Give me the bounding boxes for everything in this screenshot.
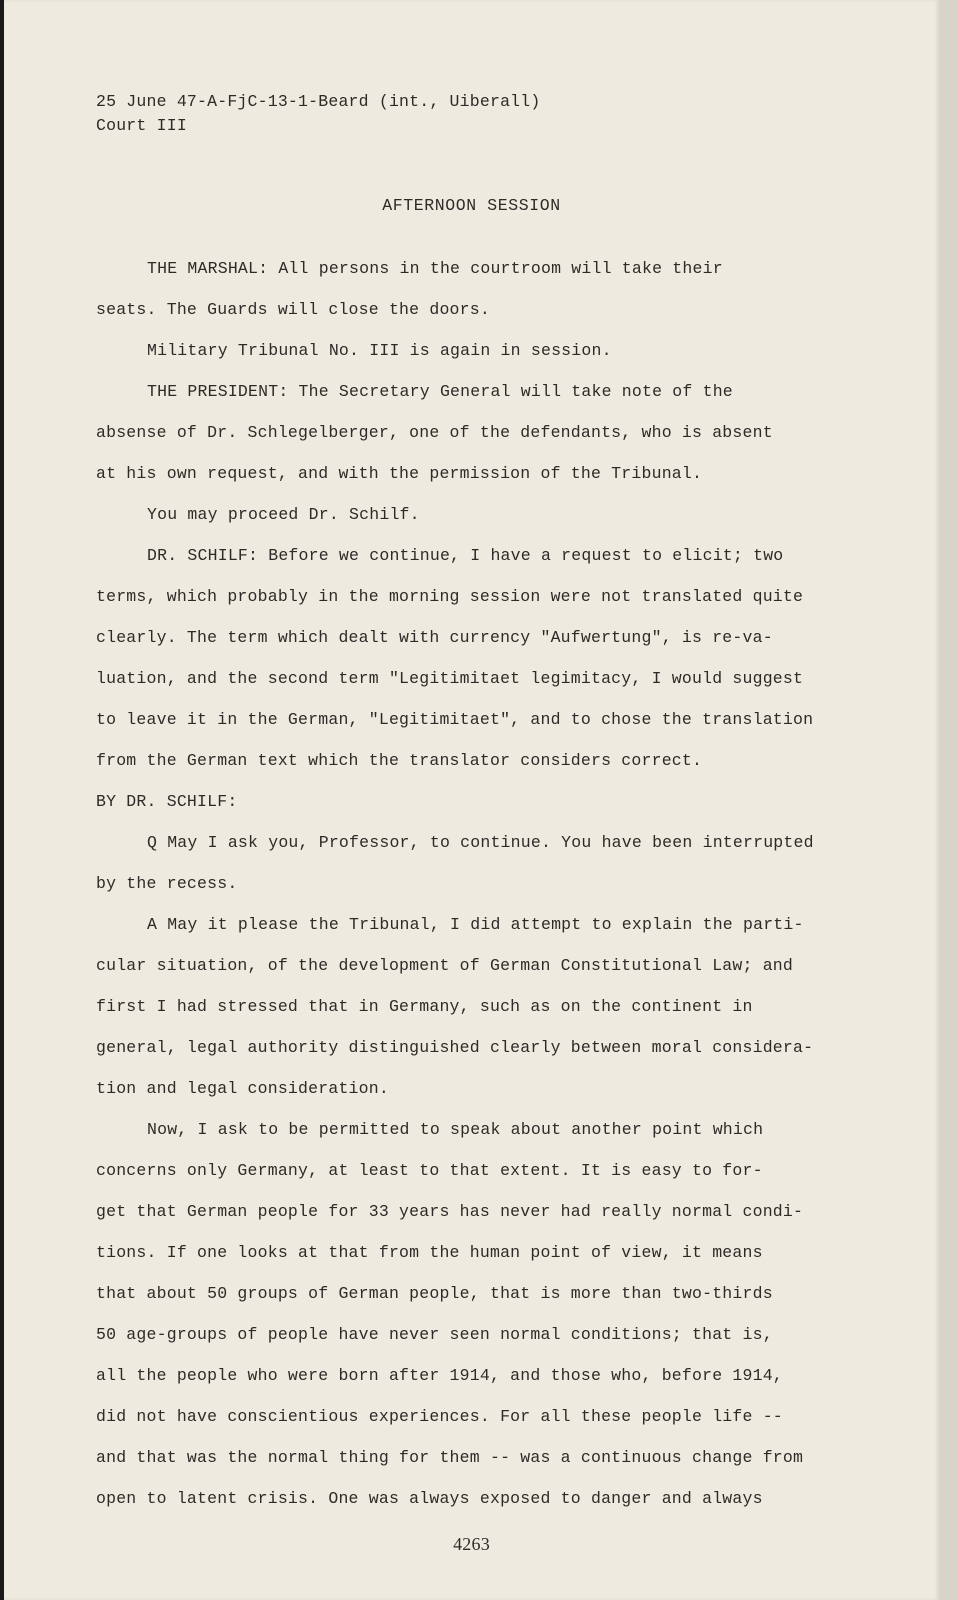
transcript-line: general, legal authority distinguished clearly between moral considera- — [96, 1038, 814, 1057]
transcript-line: tion and legal consideration. — [96, 1079, 389, 1098]
transcript-line: absense of Dr. Schlegelberger, one of the defendants, who is absent — [96, 423, 773, 442]
transcript-line: did not have conscientious experiences. For all these people life -- — [96, 1407, 783, 1426]
transcript-line: open to latent crisis. One was always exposed to danger and always — [96, 1489, 763, 1508]
transcript-line: and that was the normal thing for them -- was a continuous change from — [96, 1448, 804, 1467]
document-page — [4, 0, 939, 1600]
transcript-line: cular situation, of the development of German Constitutional Law; and — [96, 956, 794, 975]
transcript-line: concerns only Germany, at least to that extent. It is easy to for- — [96, 1161, 763, 1180]
transcript-line: luation, and the second term "Legitimitaet legimitacy, I would suggest — [96, 669, 804, 688]
transcript-line: get that German people for 33 years has never had really normal condi- — [96, 1202, 804, 1221]
transcript-line: all the people who were born after 1914, and those who, before 1914, — [96, 1366, 783, 1385]
transcript-line: at his own request, and with the permission of the Tribunal. — [96, 464, 703, 483]
session-title: AFTERNOON SESSION — [382, 196, 561, 215]
scan-right-margin — [939, 0, 957, 1600]
transcript-line: tions. If one looks at that from the human point of view, it means — [96, 1243, 763, 1262]
transcript-line: from the German text which the translator considers correct. — [96, 751, 703, 770]
transcript-line: clearly. The term which dealt with currency "Aufwertung", is re-va- — [96, 628, 773, 647]
transcript-line: by the recess. — [96, 874, 238, 893]
transcript-line: THE PRESIDENT: The Secretary General will take note of the — [147, 382, 733, 401]
transcript-line: You may proceed Dr. Schilf. — [147, 505, 420, 524]
header-court: Court III — [96, 116, 187, 135]
transcript-line: THE MARSHAL: All persons in the courtroom will take their — [147, 259, 723, 278]
transcript-line: Now, I ask to be permitted to speak about another point which — [147, 1120, 764, 1139]
transcript-line: Q May I ask you, Professor, to continue. You have been interrupted — [147, 833, 814, 852]
transcript-line: to leave it in the German, "Legitimitaet", and to chose the translation — [96, 710, 814, 729]
transcript-line: that about 50 groups of German people, that is more than two-thirds — [96, 1284, 773, 1303]
transcript-line: A May it please the Tribunal, I did attempt to explain the parti- — [147, 915, 804, 934]
transcript-line: seats. The Guards will close the doors. — [96, 300, 490, 319]
transcript-line: terms, which probably in the morning session were not translated quite — [96, 587, 804, 606]
header-reference: 25 June 47-A-FjC-13-1-Beard (int., Uiberall) — [96, 92, 541, 111]
page-number: 4263 — [453, 1534, 490, 1554]
transcript-line: DR. SCHILF: Before we continue, I have a request to elicit; two — [147, 546, 784, 565]
transcript-line: BY DR. SCHILF: — [96, 792, 238, 811]
transcript-line: first I had stressed that in Germany, such as on the continent in — [96, 997, 753, 1016]
transcript-line: Military Tribunal No. III is again in session. — [147, 341, 612, 360]
transcript-line: 50 age-groups of people have never seen normal conditions; that is, — [96, 1325, 773, 1344]
